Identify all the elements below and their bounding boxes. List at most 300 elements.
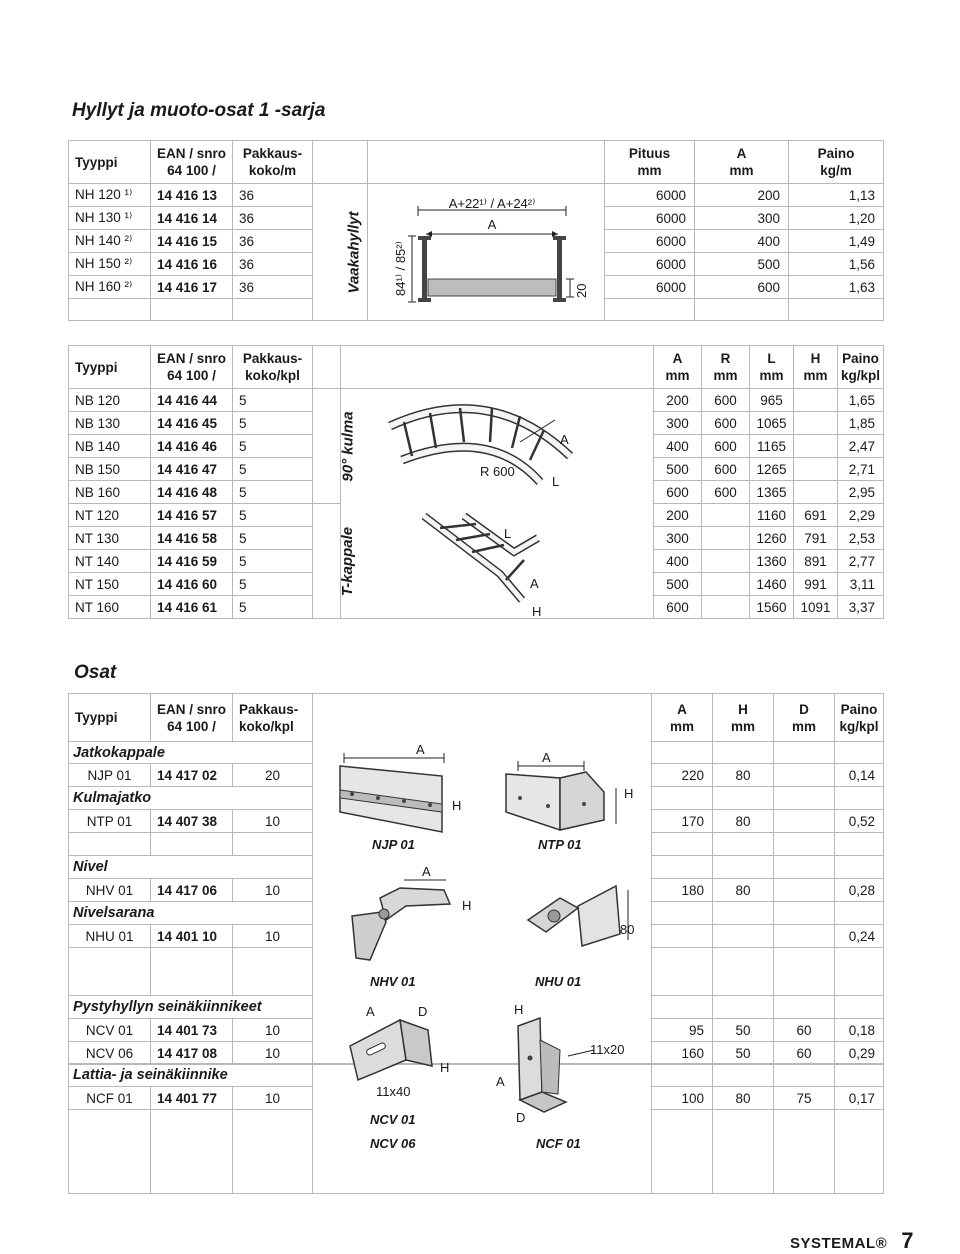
cell-paino: 0,52 [835,810,884,833]
cell-tyyppi: NT 160 [69,596,151,619]
pakkaus-unit: koko/m [248,163,297,178]
ncf-figure-label: NCF 01 [536,1136,581,1151]
cell-ean: 14 416 58 [151,527,233,550]
l-label: L [767,351,776,366]
cell-h [794,412,838,435]
nhv-figure [340,858,480,968]
cell-d [774,810,835,833]
blank-cell [69,299,151,321]
tray-right-lip [553,236,566,240]
footer [790,1228,913,1254]
cell-paino: 0,18 [835,1019,884,1042]
njp-figure [330,740,460,840]
blank-cell [713,902,774,925]
cell-pituus: 6000 [605,230,695,253]
col-header-r [702,346,750,389]
side-label-vaakahyllyt: Vaakahyllyt [345,211,363,293]
blank-cell [652,787,713,810]
blank-cell [233,948,313,996]
cell-pakkaus: 5 [233,481,313,504]
side-label-cell [313,184,368,321]
header-blank [313,141,368,184]
blank-cell [713,996,774,1019]
pakkaus-label: Pakkaus- [242,351,303,366]
cell-tyyppi: NHU 01 [69,925,151,948]
cell-paino: 0,14 [835,764,884,787]
paino-label: Paino [817,146,855,161]
blank-cell [652,742,713,764]
dim-top-label: A+22¹⁾ / A+24²⁾ [448,196,536,211]
col-header-pakkaus [233,346,313,389]
cell-paino: 0,28 [835,879,884,902]
cell-r [702,573,750,596]
col-header-pakkaus [233,141,313,184]
cell-tyyppi: NT 140 [69,550,151,573]
cell-ean: 14 416 13 [151,184,233,207]
cell-pakkaus: 10 [233,1042,313,1065]
nhu-figure-label: NHU 01 [535,974,582,989]
tray-left-wall [422,236,427,302]
col-header-pituus [605,141,695,184]
cell-pakkaus: 10 [233,1019,313,1042]
cell-ean: 14 407 38 [151,810,233,833]
cell-paino: 2,77 [838,550,884,573]
blank-cell [69,1110,151,1194]
cell-h [713,925,774,948]
blank-cell [774,1064,835,1087]
cell-paino: 2,29 [838,504,884,527]
cell-pakkaus: 5 [233,573,313,596]
section-lattia: Lattia- ja seinäkiinnike [69,1064,313,1087]
cell-l: 1265 [750,458,794,481]
cell-h: 50 [713,1019,774,1042]
blank-cell [774,902,835,925]
col-header-a [654,346,702,389]
tray-right-foot [553,298,566,302]
cell-tyyppi: NH 140 ²⁾ [69,230,151,253]
ean-label: EAN / snro [156,351,226,366]
nhv-pivot [379,909,389,919]
cell-tyyppi: NH 150 ²⁾ [69,253,151,276]
cell-paino: 2,53 [838,527,884,550]
cell-a: 300 [654,527,702,550]
cell-paino: 3,11 [838,573,884,596]
col-header-tyyppi: Tyyppi [69,694,151,742]
ntp-figure-label: NTP 01 [538,837,582,852]
cell-a: 220 [652,764,713,787]
side-label-cell [313,389,357,504]
dim-a-label: A [422,864,431,879]
a-unit: mm [729,163,754,178]
section-row [69,1064,884,1087]
blank-cell [151,1110,233,1194]
cell-l: 1365 [750,481,794,504]
dim-h-label: H [532,604,542,619]
blank-cell [713,833,774,856]
cell-l: 1560 [750,596,794,619]
cell-a: 600 [654,596,702,619]
cell-tyyppi: NB 130 [69,412,151,435]
section-nivel: Nivel [69,856,313,879]
paino-label: Paino [840,701,878,717]
cell-a: 200 [654,389,702,412]
cell-a: 500 [695,253,789,276]
dim-h-label: H [514,1002,524,1017]
cell-ean: 14 401 73 [151,1019,233,1042]
dim-l-label: L [552,474,560,489]
pituus-unit: mm [637,163,662,178]
cell-pakkaus: 5 [233,412,313,435]
cell-pakkaus: 5 [233,596,313,619]
section-kulmajatko: Kulmajatko [69,787,313,810]
dim-left-label: 84¹⁾ / 85²⁾ [393,241,408,296]
blank-cell [69,948,151,996]
cell-tyyppi: NHV 01 [69,879,151,902]
cell-tyyppi: NH 160 ²⁾ [69,276,151,299]
cell-l: 1065 [750,412,794,435]
cell-pakkaus: 36 [233,184,313,207]
cell-a [652,925,713,948]
cell-paino: 0,17 [835,1087,884,1110]
header-blank [368,141,605,184]
cell-tyyppi: NT 120 [69,504,151,527]
cell-pakkaus: 36 [233,253,313,276]
r-label: R [720,351,731,366]
blank-cell [695,299,789,321]
cell-ean: 14 416 60 [151,573,233,596]
ean-prefix: 64 100 / [167,718,216,734]
blank-cell [774,833,835,856]
nhv-upper-plate [380,888,450,920]
cell-a: 300 [695,207,789,230]
cell-a: 400 [654,550,702,573]
r-unit: mm [713,368,738,383]
ncv01-figure-label: NCV 01 [370,1112,416,1127]
col-header-tyyppi: Tyyppi [69,346,151,389]
nhv-figure-label: NHV 01 [370,974,416,989]
side-label-tkappale: T-kappale [339,526,357,596]
col-header-l [750,346,794,389]
table-osat-continued [68,1063,884,1194]
cell-tyyppi: NB 150 [69,458,151,481]
blank-cell [713,1064,774,1087]
blank-cell [652,996,713,1019]
dim-a-label: A [530,576,539,591]
cell-r [702,527,750,550]
cell-ean: 14 417 02 [151,764,233,787]
dim-r-label: R 600 [480,464,515,479]
cell-pakkaus: 5 [233,550,313,573]
cell-ean: 14 416 15 [151,230,233,253]
tray-right-wall [557,236,562,302]
blank-cell [151,299,233,321]
cell-paino: 1,20 [789,207,884,230]
cell-paino: 1,56 [789,253,884,276]
cell-ean: 14 401 10 [151,925,233,948]
a-unit: mm [669,718,694,734]
bend-inner-rail-face [402,447,540,482]
side-label-kulma: 90° kulma [339,410,357,482]
dim-h-label: H [624,786,634,801]
cell-tyyppi: NCF 01 [69,1087,151,1110]
cell-ean: 14 416 45 [151,412,233,435]
cell-ean: 14 416 17 [151,276,233,299]
ean-label: EAN / snro [156,146,226,161]
cell-d [774,764,835,787]
paino-unit: kg/m [820,163,852,178]
col-header-a [695,141,789,184]
blank-cell [713,1110,774,1194]
cell-ean: 14 416 47 [151,458,233,481]
cell-a: 170 [652,810,713,833]
blank-cell [774,1110,835,1194]
cell-ean: 14 417 06 [151,879,233,902]
blank-cell [151,833,233,856]
tray-left-lip [418,236,431,240]
cell-h: 791 [794,527,838,550]
njp-figure-label: NJP 01 [372,837,415,852]
cell-a: 200 [695,184,789,207]
cell-ean: 14 416 14 [151,207,233,230]
blank-cell [774,996,835,1019]
cell-tyyppi: NH 130 ¹⁾ [69,207,151,230]
cell-tyyppi: NCV 06 [69,1042,151,1065]
cell-pituus: 6000 [605,184,695,207]
cell-pakkaus: 20 [233,764,313,787]
blank-cell [233,299,313,321]
cell-a: 200 [654,504,702,527]
cell-a: 100 [652,1087,713,1110]
cell-l: 1360 [750,550,794,573]
blank-cell [151,948,233,996]
cell-h: 891 [794,550,838,573]
ean-label: EAN / snro [156,701,226,717]
cell-ean: 14 401 77 [151,1087,233,1110]
d-unit: mm [791,718,816,734]
a-label: A [736,146,747,161]
blank-cell [835,902,884,925]
cell-tyyppi: NT 130 [69,527,151,550]
t-piece-figure [420,512,580,624]
cell-paino: 2,47 [838,435,884,458]
blank-cell [69,833,151,856]
cell-pakkaus: 10 [233,879,313,902]
blank-cell [774,787,835,810]
dim-11x20-label: 11x20 [590,1042,625,1057]
blank-cell [774,948,835,996]
cell-a: 300 [654,412,702,435]
dim-d-label: D [418,1004,428,1019]
cell-r: 600 [702,412,750,435]
cell-ean: 14 416 61 [151,596,233,619]
cell-d: 60 [774,1019,835,1042]
nhu-figure [520,880,650,960]
cell-h: 991 [794,573,838,596]
section-pystyhylly: Pystyhyllyn seinäkiinnikeet [69,996,313,1019]
cell-tyyppi: NTP 01 [69,810,151,833]
col-header-paino [835,694,884,742]
cell-pakkaus: 10 [233,810,313,833]
cell-a: 400 [654,435,702,458]
cell-h: 1091 [794,596,838,619]
dim-a-label: A [416,742,425,757]
cell-paino: 0,29 [835,1042,884,1065]
ntp-plate-left [506,774,560,830]
cell-pakkaus: 36 [233,276,313,299]
cell-pakkaus: 5 [233,504,313,527]
cell-l: 965 [750,389,794,412]
cell-h: 50 [713,1042,774,1065]
blank-cell [789,299,884,321]
cell-r: 600 [702,481,750,504]
col-header-paino [838,346,884,389]
cell-r: 600 [702,458,750,481]
cell-tyyppi: NCV 01 [69,1019,151,1042]
nhv-lower-plate [352,912,386,960]
cell-paino: 1,13 [789,184,884,207]
blank-cell [652,833,713,856]
blank-cell [713,856,774,879]
cell-ean: 14 417 08 [151,1042,233,1065]
blank-cell [835,948,884,996]
blank-cell [713,948,774,996]
dim-a-label: A [366,1004,375,1019]
cell-pakkaus: 36 [233,230,313,253]
nhu-bolt [548,910,560,922]
pituus-label: Pituus [628,146,671,161]
blank-cell [713,787,774,810]
cell-d: 75 [774,1087,835,1110]
paino-unit: kg/kpl [839,718,879,734]
cell-pakkaus: 5 [233,389,313,412]
a-label: A [672,351,683,366]
ncf-gusset [540,1040,560,1094]
page-title: Hyllyt ja muoto-osat 1 -sarja [72,100,326,121]
cell-ean: 14 416 44 [151,389,233,412]
cell-h: 80 [713,1087,774,1110]
paino-label: Paino [842,351,879,366]
cell-h: 691 [794,504,838,527]
cell-l: 1165 [750,435,794,458]
cell-h [794,481,838,504]
h-unit: mm [730,718,755,734]
dim-h-label: H [452,798,462,813]
h-label: H [810,351,821,366]
dim-a-label: A [496,1074,505,1089]
cell-pakkaus: 10 [233,1087,313,1110]
blank-cell [652,856,713,879]
brand-logo: SYSTEMAL® [790,1235,888,1252]
ntp-plate-right [560,772,604,830]
cell-ean: 14 416 59 [151,550,233,573]
cell-l: 1460 [750,573,794,596]
section-title-osat: Osat [74,662,117,683]
blank-cell [233,833,313,856]
dim-l-label: L [504,526,512,541]
ean-prefix: 64 100 / [167,163,216,178]
cell-tyyppi: NJP 01 [69,764,151,787]
ean-prefix: 64 100 / [167,368,216,383]
col-header-tyyppi: Tyyppi [69,141,151,184]
blank-cell [835,996,884,1019]
cell-paino: 1,49 [789,230,884,253]
dim-11x40-label: 11x40 [376,1084,411,1099]
cell-h [794,435,838,458]
cell-tyyppi: NT 150 [69,573,151,596]
ncv06-figure-label: NCV 06 [370,1136,416,1151]
cell-h: 80 [713,810,774,833]
ncf-figure [490,1000,640,1130]
cell-tyyppi: NB 160 [69,481,151,504]
page-number: 7 [901,1228,914,1253]
cell-a: 500 [654,573,702,596]
cell-r: 600 [702,435,750,458]
cell-a: 180 [652,879,713,902]
cell-r [702,504,750,527]
cell-l: 1260 [750,527,794,550]
cell-pakkaus: 36 [233,207,313,230]
cell-paino: 2,95 [838,481,884,504]
col-header-h [713,694,774,742]
blank-cell [774,742,835,764]
ncf-hole [528,1056,533,1061]
ntp-figure [500,748,640,838]
cell-r [702,596,750,619]
section-jatkokappale: Jatkokappale [69,742,313,764]
cell-a: 160 [652,1042,713,1065]
cell-paino: 1,85 [838,412,884,435]
cell-tyyppi: NB 120 [69,389,151,412]
col-header-d [774,694,835,742]
blank-cell [835,787,884,810]
dim-h-label: H [462,898,472,913]
cell-paino: 3,37 [838,596,884,619]
a-label: A [677,701,687,717]
blank-cell [835,833,884,856]
cell-h [794,458,838,481]
blank-cell [605,299,695,321]
blank-cell [835,856,884,879]
cell-ean: 14 416 16 [151,253,233,276]
cell-a: 500 [654,458,702,481]
cell-d [774,925,835,948]
cell-pakkaus: 10 [233,925,313,948]
col-header-paino [789,141,884,184]
cell-pakkaus: 5 [233,458,313,481]
cell-pakkaus: 5 [233,435,313,458]
cell-pakkaus: 5 [233,527,313,550]
dim-a-label: A [560,432,569,447]
side-label-cell [313,504,357,619]
cell-h: 80 [713,879,774,902]
cell-d: 60 [774,1042,835,1065]
tray-bottom-rung [428,279,556,296]
pakkaus-unit: koko/kpl [245,368,300,383]
col-header-ean [151,346,233,389]
l-unit: mm [759,368,784,383]
nhu-plate-right [578,886,620,946]
col-header-ean [151,141,233,184]
blank-cell [835,742,884,764]
col-header-pakkaus [233,694,313,742]
col-header-a [652,694,713,742]
cell-a: 600 [695,276,789,299]
blank-cell [652,1110,713,1194]
dim-80-label: 80 [620,922,635,937]
blank-cell [835,1064,884,1087]
cell-pituus: 6000 [605,276,695,299]
pakkaus-label: Pakkaus- [239,701,299,717]
